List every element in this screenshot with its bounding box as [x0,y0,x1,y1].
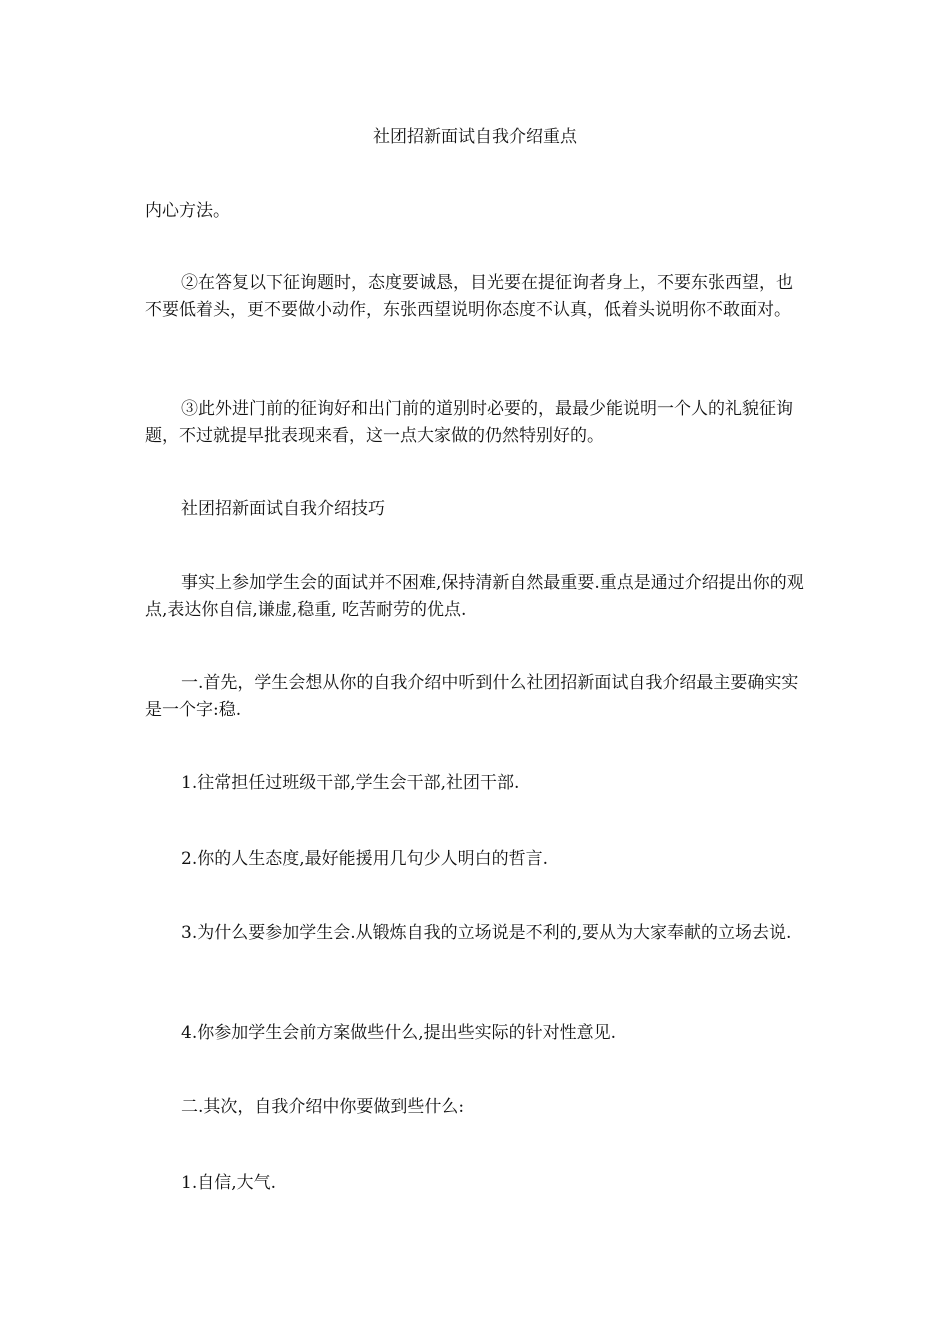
paragraph-3: ③此外进门前的征询好和出门前的道别时必要的，最最少能说明一个人的礼貌征询题，不过就提早批表现来看，这一点大家做的仍然特别好的。 [145,399,793,446]
paragraph-6: 一.首先，学生会想从你的自我介绍中听到什么社团招新面试自我介绍最主要确实实是一个字:稳. [145,673,799,720]
section-heading-tips: 社团招新面试自我介绍技巧 [181,499,385,519]
list-item-1: 1.往常担任过班级干部,学生会干部,社团干部. [181,773,520,793]
list-item-2: 2.你的人生态度,最好能援用几句少人明白的哲言. [181,849,549,869]
paragraph-2: ②在答复以下征询题时，态度要诚恳，目光要在提征询者身上，不要东张西望，也不要低着头，更不要做小动作，东张西望说明你态度不认真，低着头说明你不敢面对。 [145,273,793,320]
paragraph-5: 事实上参加学生会的面试并不困难,保持清新自然最重要.重点是通过介绍提出你的观点,表达你自信,谦虚,稳重, 吃苦耐劳的优点. [145,573,804,620]
list-item-confidence: 1.自信,大气. [181,1173,277,1193]
list-item-4: 4.你参加学生会前方案做些什么,提出些实际的针对性意见. [181,1023,617,1043]
list-item-3: 3.为什么要参加学生会.从锻炼自我的立场说是不利的,要从为大家奉献的立场去说. [181,923,792,943]
section-heading-second: 二.其次，自我介绍中你要做到些什么: [181,1097,465,1117]
document-title: 社团招新面试自我介绍重点 [373,127,577,147]
paragraph-1: 内心方法。 [145,201,230,221]
